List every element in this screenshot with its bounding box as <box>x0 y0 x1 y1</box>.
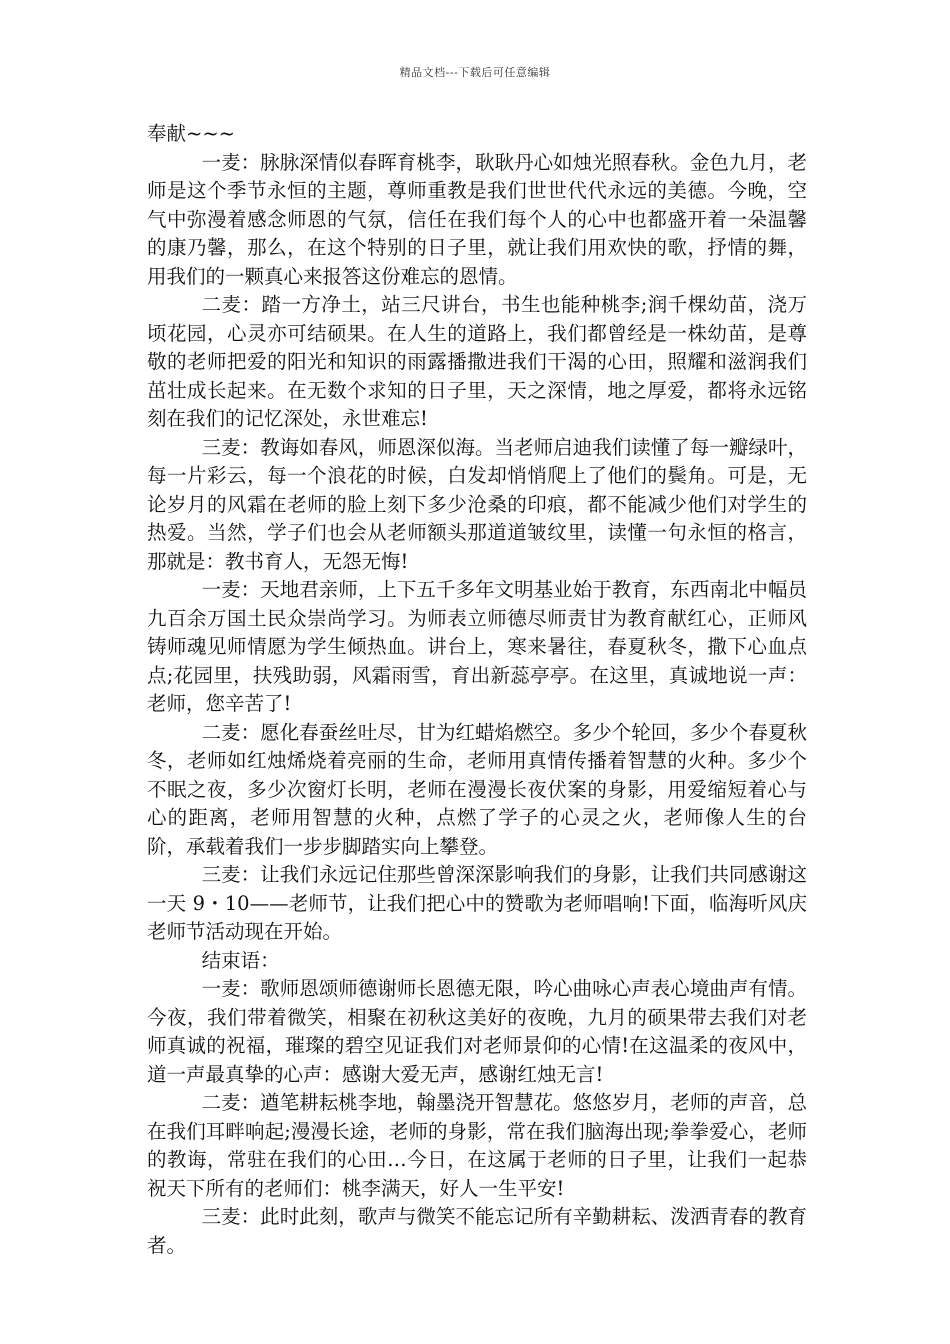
paragraph-mic1-intro: 一麦：脉脉深情似春晖育桃李，耿耿丹心如烛光照春秋。金色九月，老师是这个季节永恒的主题，尊师重教是我们世世代代永远的美德。今晚，空气中弥漫着感念师恩的气氛，信任在我们每个人的心中也都盛开着一朵温馨的康乃馨，那么，在这个特别的日子里，就让我们用欢快的歌，抒情的舞，用我们的一颗真心来报答这份难忘的恩情。 <box>147 150 807 288</box>
paragraph-mic2-intro: 二麦：踏一方净土，站三尺讲台，书生也能种桃李;润千棵幼苗，浇万顷花园，心灵亦可结硕果。在人生的道路上，我们都曾经是一株幼苗，是尊敬的老师把爱的阳光和知识的雨露播撒进我们干渴的心田，照耀和滋润我们茁壮成长起来。在无数个求知的日子里，天之深情，地之厚爱，都将永远铭刻在我们的记忆深处，永世难忘! <box>147 293 807 430</box>
paragraph-opening: 奉献~~~ <box>147 122 236 145</box>
document-body <box>147 120 807 1260</box>
paragraph-mic1-second: 一麦：天地君亲师，上下五千多年文明基业始于教育，东西南北中幅员九百余万国土民众崇尚学习。为师表立师德尽师责甘为教育献红心，正师风铸师魂见师情愿为学生倾热血。讲台上，寒来暑往，春夏秋冬，撒下心血点点;花园里，扶残助弱，风霜雨雪，育出新蕊亭亭。在这里，真诚地说一声：老师，您辛苦了! <box>147 578 807 715</box>
paragraph-mic2-closing: 二麦：遒笔耕耘桃李地，翰墨浇开智慧花。悠悠岁月，老师的声音，总在我们耳畔响起;漫漫长途，老师的身影，常在我们脑海出现;拳拳爱心，老师的教诲，常驻在我们的心田…今日，在这属于老师的日子里，让我们一起恭祝天下所有的老师们：桃李满天，好人一生平安! <box>147 1091 807 1200</box>
closing-heading: 结束语： <box>201 948 280 972</box>
paragraph-mic3-second: 三麦：让我们永远记住那些曾深深影响我们的身影，让我们共同感谢这一天 9・10——老师节，让我们把心中的赞歌为老师唱响!下面，临海听风庆老师节活动现在开始。 <box>147 863 807 943</box>
paragraph-mic1-closing: 一麦：歌师恩颂师德谢师长恩德无限，吟心曲咏心声表心境曲声有情。今夜，我们带着微笑，相聚在初秋这美好的夜晚，九月的硕果带去我们对老师真诚的祝福，璀璨的碧空见证我们对老师景仰的心情!在这温柔的夜风中，道一声最真挚的心声：感谢大爱无声，感谢红烛无言! <box>147 977 807 1086</box>
paragraph-mic3-intro: 三麦：教诲如春风，师恩深似海。当老师启迪我们读懂了每一瓣绿叶，每一片彩云，每一个浪花的时候，白发却悄悄爬上了他们的鬓角。可是，无论岁月的风霜在老师的脸上刻下多少沧桑的印痕，都不能减少他们对学生的热爱。当然，学子们也会从老师额头那道道皱纹里，读懂一句永恒的格言，那就是：教书育人，无怨无悔! <box>147 435 807 573</box>
paragraph-mic2-second: 二麦：愿化春蚕丝吐尽，甘为红蜡焰燃空。多少个轮回，多少个春夏秋冬，老师如红烛烯烧着亮丽的生命，老师用真情传播着智慧的火种。多少个不眠之夜，多少次窗灯长明，老师在漫漫长夜伏案的身影，用爱缩短着心与心的距离，老师用智慧的火种，点燃了学子的心灵之火，老师像人生的台阶，承载着我们一步步脚踏实向上攀登。 <box>147 720 807 858</box>
paragraph-mic3-closing: 三麦：此时此刻，歌声与微笑不能忘记所有辛勤耕耘、泼洒青春的教育者。 <box>147 1205 807 1257</box>
page-header: 精品文档---下载后可任意编辑 <box>399 66 551 79</box>
